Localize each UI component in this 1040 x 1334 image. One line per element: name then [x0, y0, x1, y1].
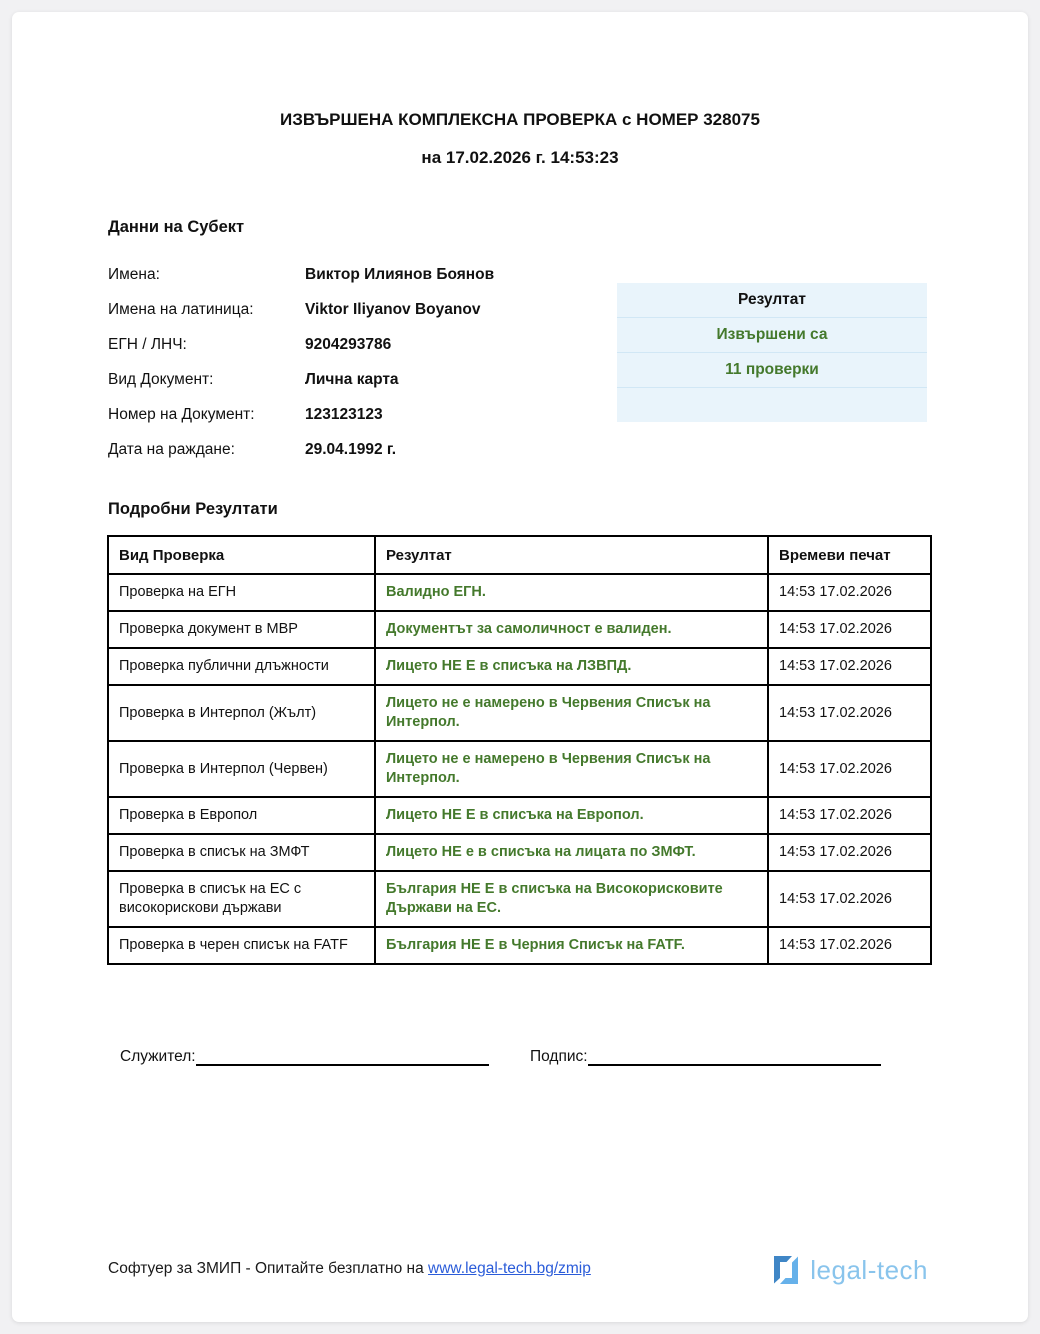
footer — [108, 1250, 930, 1290]
results-table-row — [108, 611, 931, 648]
timestamp-cell: 14:53 17.02.2026 — [768, 927, 931, 964]
results-table-body — [108, 574, 931, 964]
employee-label: Служител: — [120, 1048, 196, 1065]
subject-field-row — [108, 327, 608, 362]
subject-section-heading: Данни на Субект — [108, 218, 245, 236]
signature-section — [120, 1048, 930, 1066]
results-table-row — [108, 574, 931, 611]
check-result-cell: Валидно ЕГН. — [375, 574, 768, 611]
result-box-line2: 11 проверки — [617, 353, 927, 388]
signature-line — [588, 1050, 881, 1066]
column-header-result: Резултат — [375, 536, 768, 574]
legal-tech-logo-icon — [771, 1254, 801, 1286]
check-type-cell: Проверка публични длъжности — [108, 648, 375, 685]
timestamp-cell: 14:53 17.02.2026 — [768, 574, 931, 611]
check-type-cell: Проверка в Интерпол (Червен) — [108, 741, 375, 797]
check-type-cell: Проверка документ в МВР — [108, 611, 375, 648]
report-title: ИЗВЪРШЕНА КОМПЛЕКСНА ПРОВЕРКА с НОМЕР 328075 — [280, 110, 760, 129]
check-type-cell: Проверка на ЕГН — [108, 574, 375, 611]
subject-field-row — [108, 432, 608, 467]
detailed-results-heading: Подробни Резултати — [108, 500, 278, 518]
check-result-cell: Лицето не е намерено в Червения Списък на Интерпол. — [375, 741, 768, 797]
result-box-empty-row — [617, 388, 927, 423]
brand-logo — [771, 1250, 928, 1290]
subject-field-label: Вид Документ: — [108, 370, 214, 388]
result-summary-box — [617, 283, 927, 422]
subject-field-value: Лична карта — [305, 370, 399, 388]
employee-signature-line — [196, 1050, 489, 1066]
footer-text: Софтуер за ЗМИП - Опитайте безплатно на — [108, 1260, 429, 1277]
results-table-row — [108, 797, 931, 834]
document-page — [12, 12, 1028, 1322]
results-table-row — [108, 871, 931, 927]
subject-field-label: Номер на Документ: — [108, 405, 255, 423]
footer-promo-text — [108, 1260, 591, 1278]
check-result-cell: Лицето НЕ Е в списъка на Европол. — [375, 797, 768, 834]
result-box-line1: Извършени са — [617, 318, 927, 353]
timestamp-cell: 14:53 17.02.2026 — [768, 797, 931, 834]
check-result-cell: България НЕ Е в Черния Списък на FATF. — [375, 927, 768, 964]
timestamp-cell: 14:53 17.02.2026 — [768, 685, 931, 741]
subject-field-value: Виктор Илиянов Боянов — [305, 265, 495, 283]
check-result-cell: Лицето не е намерено в Червения Списък на Интерпол. — [375, 685, 768, 741]
results-table-row — [108, 834, 931, 871]
subject-field-row — [108, 397, 608, 432]
timestamp-cell: 14:53 17.02.2026 — [768, 871, 931, 927]
subject-field-value: 9204293786 — [305, 335, 392, 353]
check-type-cell: Проверка в списък на ЕС с високорискови държави — [108, 871, 375, 927]
subject-field-label: Дата на раждане: — [108, 440, 235, 458]
check-result-cell: Документът за самоличност е валиден. — [375, 611, 768, 648]
subject-field-label: ЕГН / ЛНЧ: — [108, 335, 187, 353]
subject-field-label: Имена: — [108, 265, 160, 283]
check-type-cell: Проверка в черен списък на FATF — [108, 927, 375, 964]
results-table-row — [108, 685, 931, 741]
subject-field-row — [108, 292, 608, 327]
check-result-cell: България НЕ Е в списъка на Високорисковите Държави на ЕС. — [375, 871, 768, 927]
results-table-row — [108, 741, 931, 797]
result-box-heading: Резултат — [617, 283, 927, 318]
subject-field-value: 123123123 — [305, 405, 383, 423]
timestamp-cell: 14:53 17.02.2026 — [768, 611, 931, 648]
check-type-cell: Проверка в списък на ЗМФТ — [108, 834, 375, 871]
results-table-row — [108, 927, 931, 964]
timestamp-cell: 14:53 17.02.2026 — [768, 648, 931, 685]
subject-field-row — [108, 362, 608, 397]
subject-field-value: 29.04.1992 г. — [305, 440, 397, 458]
column-header-check-type: Вид Проверка — [108, 536, 375, 574]
results-table — [107, 535, 932, 965]
results-table-header-row — [108, 536, 931, 574]
footer-link[interactable]: www.legal-tech.bg/zmip — [428, 1260, 591, 1277]
subject-fields — [108, 257, 608, 467]
report-datetime: на 17.02.2026 г. 14:53:23 — [421, 148, 619, 167]
results-table-row — [108, 648, 931, 685]
timestamp-cell: 14:53 17.02.2026 — [768, 834, 931, 871]
signature-label: Подпис: — [530, 1048, 588, 1065]
check-result-cell: Лицето НЕ е в списъка на лицата по ЗМФТ. — [375, 834, 768, 871]
check-result-cell: Лицето НЕ Е в списъка на ЛЗВПД. — [375, 648, 768, 685]
subject-field-label: Имена на латиница: — [108, 300, 254, 318]
subject-field-value: Viktor Iliyanov Boyanov — [305, 300, 481, 318]
brand-wordmark: legal-tech — [810, 1254, 928, 1285]
check-type-cell: Проверка в Интерпол (Жълт) — [108, 685, 375, 741]
column-header-timestamp: Времеви печат — [768, 536, 931, 574]
timestamp-cell: 14:53 17.02.2026 — [768, 741, 931, 797]
subject-field-row — [108, 257, 608, 292]
check-type-cell: Проверка в Европол — [108, 797, 375, 834]
